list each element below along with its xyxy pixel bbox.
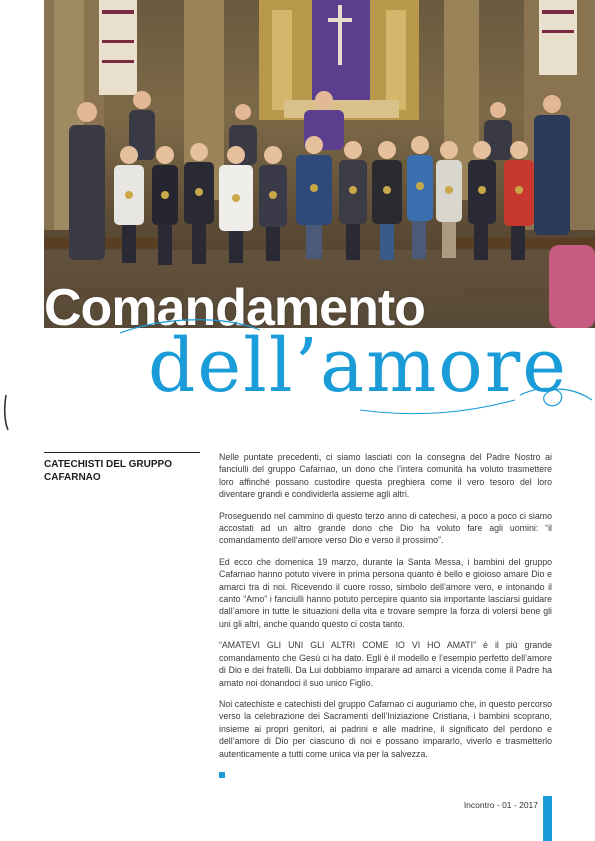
article-title-line-1: Comandamento	[44, 279, 425, 337]
paragraph: Ed ecco che domenica 19 marzo, durante la Santa Messa, i bambini del gruppo Cafarnao hanno potuto vivere in prima persona quanto è bello e gioioso amare Dio e amarci tra di noi. Ricevendo il cuore rosso, simbolo dell’amore vero, e intonando il canto “Amo” i fanciulli hanno potuto percepire quanto sia importante lasciarsi guidare dall’amore in tutte le situazioni della vita e trovare sempre la forza di volersi bene gli uni gli altri, anche quando questo ci costa tanto.	[219, 556, 552, 629]
paragraph: Nelle puntate precedenti, ci siamo lasciati con la consegna del Padre Nostro ai fanciulli del gruppo Cafarnao, un dono che l’intera comunità ha voluto trasmettere loro affinché possano custodire questa preghiera come il vero tesoro del loro diventare grandi e condividerla assieme agli altri.	[219, 452, 552, 500]
page-footer: Incontro - 01 - 2017	[463, 800, 538, 810]
paragraph: Proseguendo nel cammino di questo terzo anno di catechesi, a poco a poco ci siamo accostati ad un altro grande dono che Dio ha voluto fare agli uomini: “il comandamento dell’amore verso Dio e verso il prossimo”.	[219, 510, 552, 546]
article-title-line-2: dell’amore	[148, 323, 569, 409]
article-end-mark	[219, 772, 225, 778]
author-divider	[44, 452, 200, 453]
article-author: CATECHISTI DEL GRUPPO CAFARNAO	[44, 459, 172, 483]
paragraph: Noi catechiste e catechisti del gruppo Cafarnao ci auguriamo che, in questo percorso verso la celebrazione dei Sacramenti dell’Iniziazione Cristiana, i bambini scoprano, insieme ai propri genitori, ai padrini e alle madrine, il significato del perdono e dell’amore di Dio per ciascuno di noi e possano impararlo, viverlo e trasmetterlo autenticamente a tutti come unica via per la salvezza.	[219, 698, 552, 759]
article-body	[219, 451, 552, 769]
footer-accent-bar	[543, 796, 552, 841]
paragraph: “AMATEVI GLI UNI GLI ALTRI COME IO VI HO AMATI” è il più grande comandamento che Gesù ci ha dato. Egli è il modello e l’esempio perfetto dell’amore di Dio e dei fratelli. Da Lui dobbiamo imparare ad amarci a vicenda come il Padre ha amato noi donandoci il suo unico Figlio.	[219, 640, 552, 688]
